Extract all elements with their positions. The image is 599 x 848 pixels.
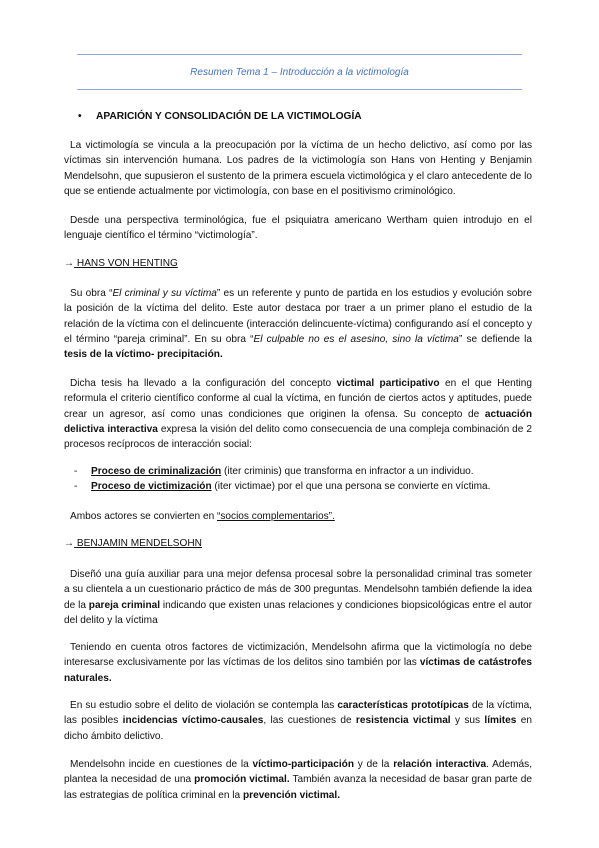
henting-heading-text: HANS VON HENTING [76,258,178,269]
mendelsohn-paragraph-3 [64,698,532,744]
book-title: El culpable no es el asesino, sino la víctima [253,333,459,345]
henting-heading [64,258,178,269]
henting-paragraph-1 [64,286,532,362]
underlined-phrase: “socios complementarios”. [217,511,335,522]
dash-bullet-icon: - [74,481,78,492]
text-run: expresa la visión del delito como consecuencia de una compleja combinación de 2 procesos recíprocos de interacción social: [64,423,532,451]
key-term: resistencia victimal [355,715,451,727]
list-text: (iter victimae) por el que una persona se convierte en víctima. [211,481,491,492]
text-run: Ambos actores se convierten en [70,511,217,522]
key-term: promoción victimal. [194,774,290,786]
key-term: tesis de la víctimo- precipitación. [64,349,223,361]
list-text: (iter criminis) que transforma en infractor a un individuo. [221,466,474,477]
key-term: actuación delictiva interactiva [64,408,532,435]
header-bottom-rule [77,89,522,90]
key-term: prevención victimal. [242,789,341,801]
key-term: características prototípicas [337,700,469,711]
section-title-text: APARICIÓN Y CONSOLIDACIÓN DE LA VICTIMOLOGÍA [96,111,362,122]
mendelsohn-paragraph-4 [64,757,532,803]
henting-paragraph-3 [64,509,532,524]
text-run: ” es un referente y punto de partida en los estudios y evolución sobre la posición de la víctima del delito. Este autor destaca por traer a un primer plano el estudio de la relación de la víctima con el delincuente (interacción delincuente-víctima) configurando así el concepto y el término “pareja criminal”. En su obra “ [64,288,532,345]
list-term: Proceso de criminalización [91,466,222,477]
right-arrow-icon: → [64,538,75,549]
text-run: Mendelsohn incide en cuestiones de la [70,759,253,770]
text-run: en dicho ámbito delictivo. [64,715,532,742]
book-title: El criminal y su víctima [112,288,217,299]
header-top-rule [77,54,522,55]
mendelsohn-paragraph-1 [64,567,532,628]
text-run: En su estudio sobre el delito de violación se contempla las [70,700,338,711]
list-item [74,479,534,494]
section-title [78,111,362,122]
list-item [74,464,534,479]
text-run: en el que Henting reformula el criterio científico conforme al cual la víctima, en función de ciertos actos y aptitudes, puede crear un agresor, así como unas condiciones que originen la ofensa. Su concepto de [64,378,532,420]
key-term: víctimo-participación [252,759,355,770]
text-run: y sus [450,715,485,727]
page-header-title: Resumen Tema 1 – Introducción a la victimología [190,67,409,78]
text-run: Su obra “ [70,288,113,299]
text-run: . Además, plantea la necesidad de una [64,759,532,786]
bullet-dot-icon: • [78,111,82,122]
mendelsohn-heading [64,538,202,549]
intro-paragraph-2 [64,213,532,244]
key-term: relación interactiva [393,759,487,770]
text-run: ” se defiende la [458,333,532,345]
text-run: indicando que existen unas relaciones y condiciones biopsicológicas entre el autor del delito y la víctima [64,599,532,626]
key-term: pareja criminal [88,599,161,611]
henting-paragraph-2 [64,376,532,452]
text-run: También avanza la necesidad de basar gran parte de las estrategias de política criminal en la [64,774,533,801]
intro-paragraph-2-text: Desde una perspectiva terminológica, fue el psiquiatra americano Wertham quien introdujo en el lenguaje científico el término “victimología”. [64,215,532,242]
text-run: Dicha tesis ha llevado a la configuración del concepto [70,378,337,389]
key-term: límites [484,715,517,727]
key-term: víctimas de catástrofes naturales. [64,657,532,684]
text-run: Diseñó una guía auxiliar para una mejor defensa procesal sobre la personalidad criminal tras someter a su clientela a un cuestionario práctico de más de 300 preguntas. Mendelsohn también defiende la idea de la [64,569,532,611]
text-run: Teniendo en cuenta otros factores de victimización, Mendelsohn afirma que la victimología no debe interesarse exclusivamente por las víctimas de los delitos sino también por las [64,642,532,669]
mendelsohn-paragraph-2 [64,640,532,686]
intro-paragraph-1-text: La victimología se vincula a la preocupación por la víctima de un hecho delictivo, así como por las víctimas sin intervención humana. Los padres de la victimología son Hans von Henting y Benjamin Mendelsohn, que supusieron el sustento de la primera escuela victimológica y el claro antecedente de lo que se entiende actualmente por victimología, con base en el positivismo criminológico. [64,140,532,197]
right-arrow-icon: → [64,258,75,269]
mendelsohn-heading-text: BENJAMIN MENDELSOHN [76,538,202,549]
list-term: Proceso de victimización [91,481,212,492]
text-run: y de la [354,759,394,770]
text-run: de la víctima, las posibles [64,700,532,727]
dash-bullet-icon: - [74,466,78,477]
key-term: incidencias víctimo-causales [122,715,264,727]
intro-paragraph-1 [64,138,532,199]
key-term: victimal participativo [336,378,440,389]
text-run: , las cuestiones de [263,715,356,727]
